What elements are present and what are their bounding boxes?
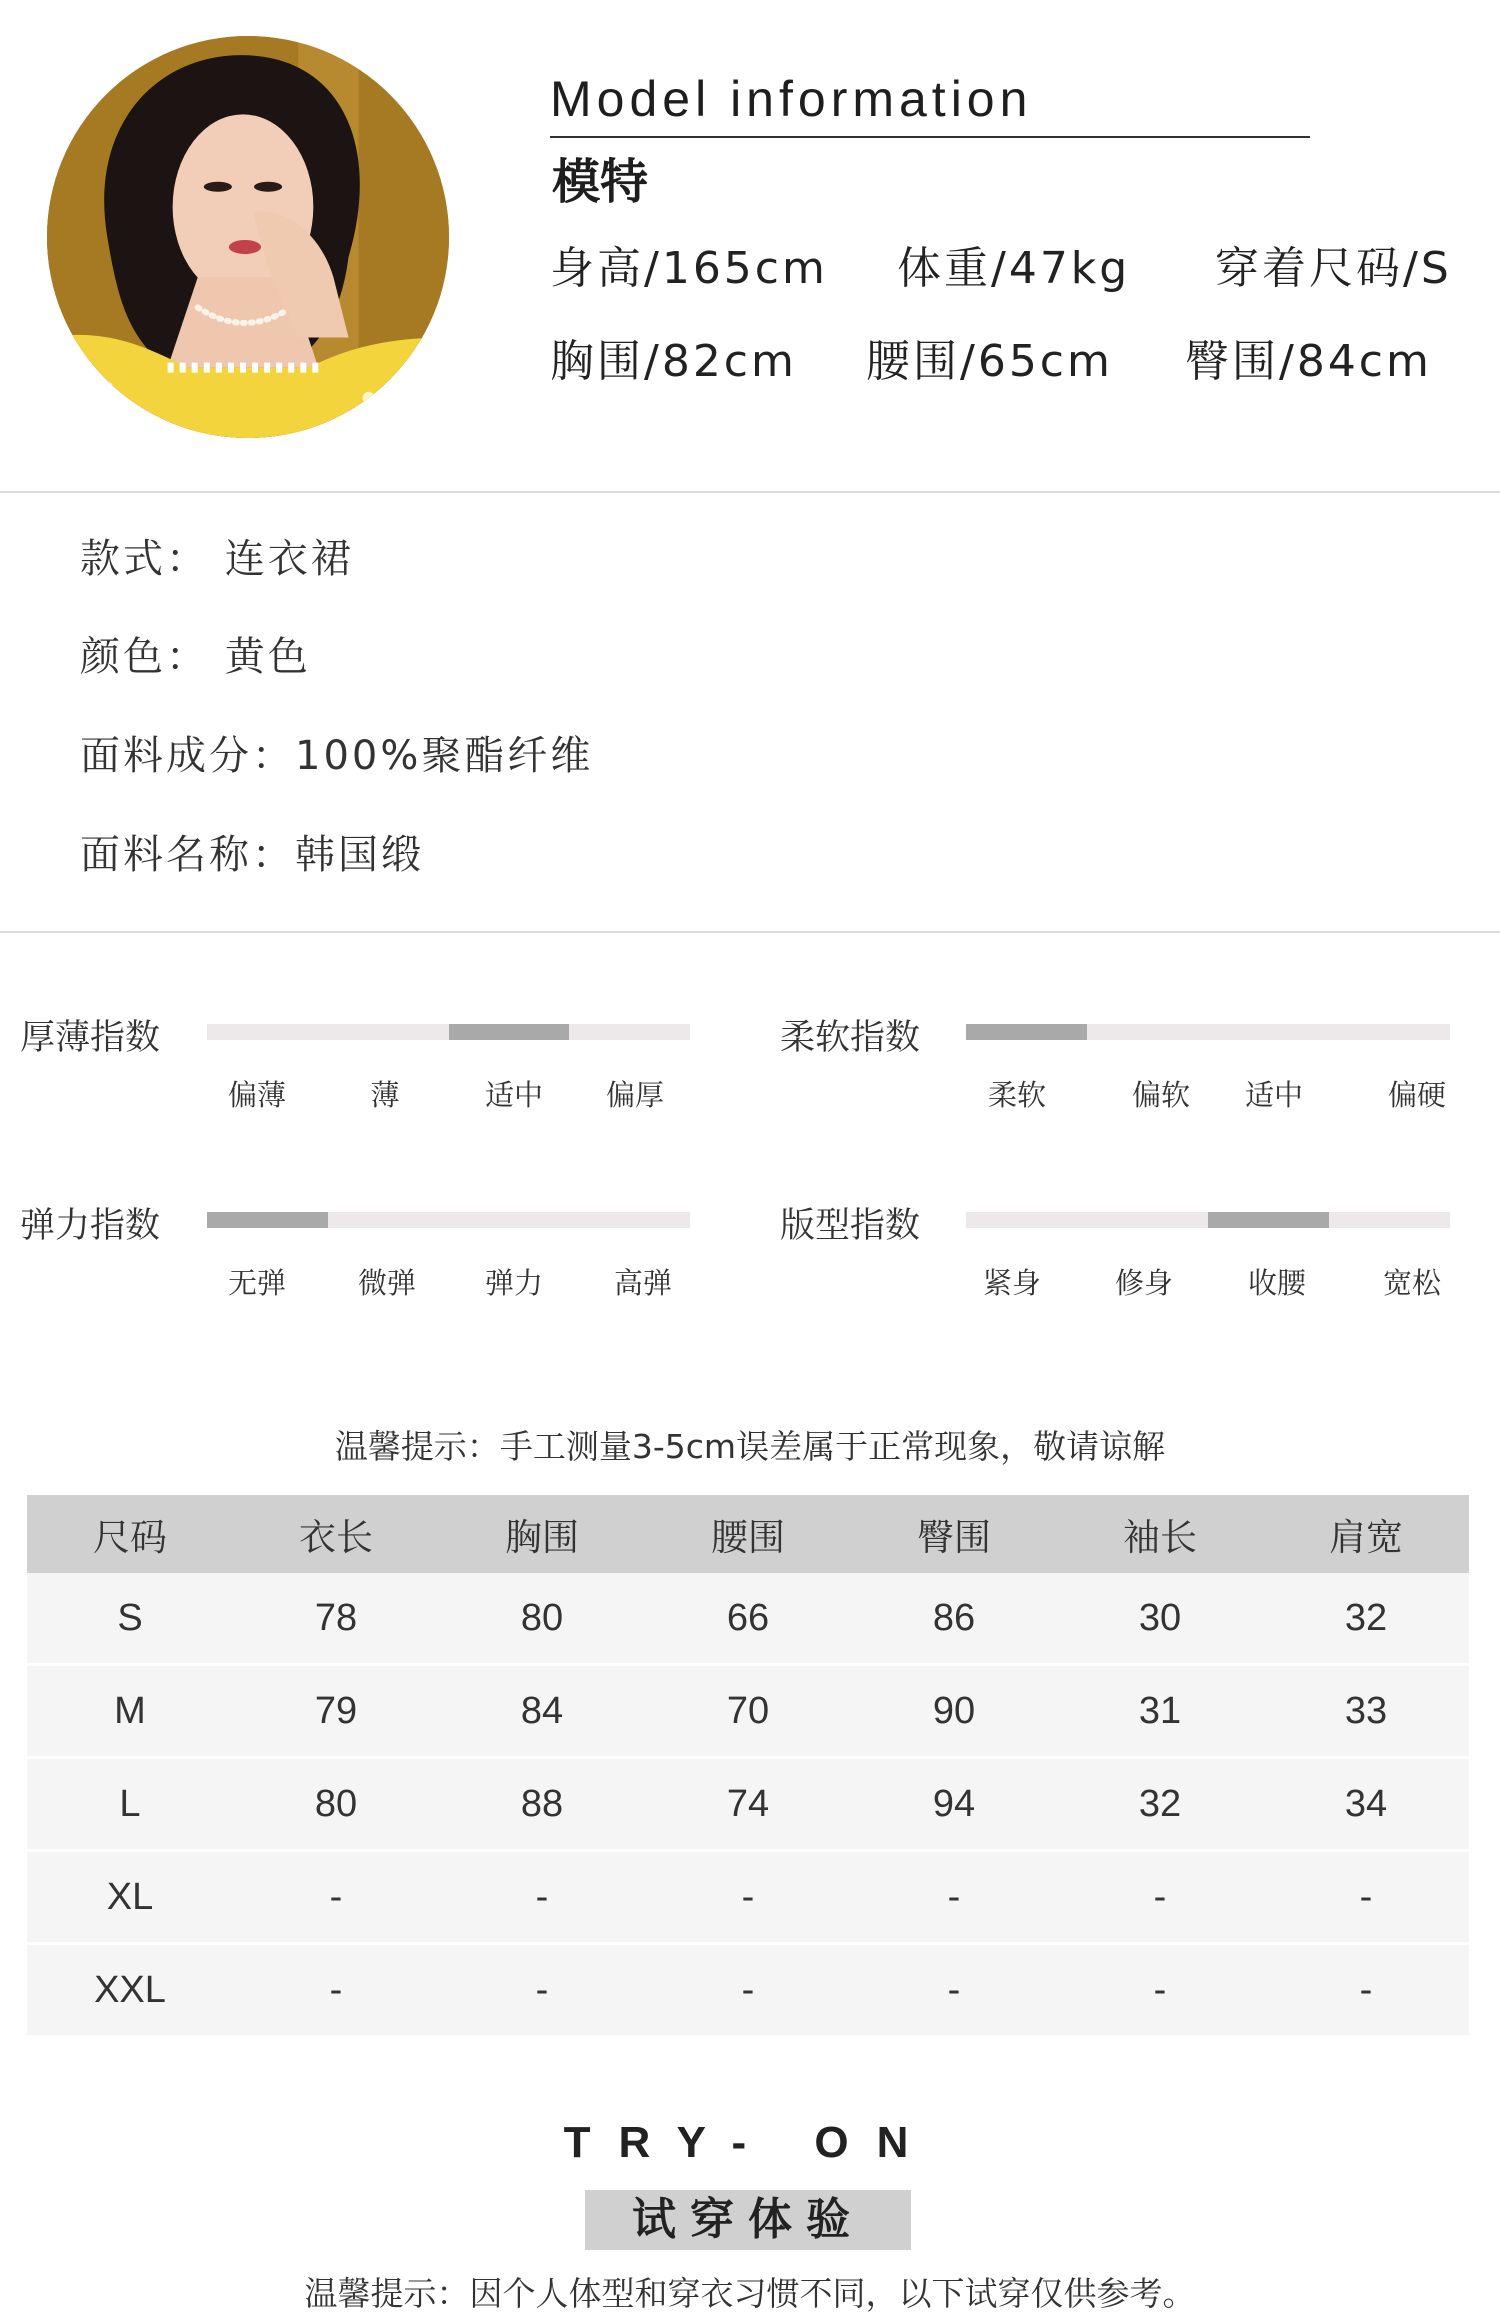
table-row	[27, 1573, 1469, 1665]
index-bar-fit	[966, 1212, 1450, 1228]
index-label-elasticity: 弹力指数	[20, 1206, 161, 1246]
table-cell: 31	[1057, 1665, 1263, 1758]
table-cell: -	[439, 1944, 645, 2037]
index-option: 偏软	[1131, 1078, 1191, 1112]
size-table-note: 温馨提示：手工测量3-5cm误差属于正常现象，敬请谅解	[334, 1427, 1166, 1466]
table-cell: 84	[439, 1665, 645, 1758]
column-header: 胸围	[439, 1495, 645, 1573]
index-selected-fill	[1208, 1212, 1329, 1228]
table-cell: M	[27, 1665, 233, 1758]
table-cell: 34	[1263, 1758, 1469, 1851]
model-bust: 胸围/82cm	[550, 336, 797, 387]
table-cell: XL	[27, 1851, 233, 1944]
index-selected-fill	[966, 1024, 1087, 1040]
table-cell: L	[27, 1758, 233, 1851]
table-cell: -	[645, 1851, 851, 1944]
table-cell: 30	[1057, 1573, 1263, 1665]
index-label-fit: 版型指数	[780, 1206, 921, 1246]
index-option: 紧身	[982, 1266, 1042, 1300]
table-cell: 90	[851, 1665, 1057, 1758]
tryon-subtitle: 试穿体验	[585, 2190, 911, 2250]
product-composition: 面料成分：100%聚酯纤维	[80, 733, 594, 779]
index-option: 收腰	[1247, 1266, 1307, 1300]
title-underline	[550, 136, 1310, 138]
index-option: 偏薄	[227, 1078, 287, 1112]
index-option: 微弹	[357, 1266, 417, 1300]
table-cell: 88	[439, 1758, 645, 1851]
table-cell: XXL	[27, 1944, 233, 2037]
table-cell: 78	[233, 1573, 439, 1665]
table-row	[27, 1851, 1469, 1944]
column-header: 腰围	[645, 1495, 851, 1573]
table-cell: 33	[1263, 1665, 1469, 1758]
index-selected-fill	[449, 1024, 570, 1040]
table-cell: -	[233, 1851, 439, 1944]
index-bar-thickness	[207, 1024, 690, 1040]
table-cell: 70	[645, 1665, 851, 1758]
table-cell: -	[439, 1851, 645, 1944]
index-option: 柔软	[987, 1078, 1047, 1112]
index-option: 弹力	[484, 1266, 544, 1300]
product-fabric-name: 面料名称：韩国缎	[80, 832, 424, 878]
model-info-title: Model information	[550, 71, 1033, 127]
table-cell: -	[233, 1944, 439, 2037]
table-cell: 80	[233, 1758, 439, 1851]
table-row	[27, 1944, 1469, 2037]
index-option: 高弹	[613, 1266, 673, 1300]
product-style: 款式： 连衣裙	[80, 536, 354, 582]
tryon-note: 温馨提示：因个人体型和穿衣习惯不同，以下试穿仅供参考。	[304, 2274, 1196, 2313]
model-photo	[47, 36, 449, 438]
table-cell: -	[851, 1944, 1057, 2037]
table-header-row	[27, 1495, 1469, 1573]
index-option: 适中	[484, 1078, 544, 1112]
index-option: 宽松	[1382, 1266, 1442, 1300]
table-cell: 79	[233, 1665, 439, 1758]
column-header: 尺码	[27, 1495, 233, 1573]
model-portrait-image	[47, 36, 449, 438]
tryon-title: TRY- ON	[563, 2118, 937, 2167]
table-cell: -	[645, 1944, 851, 2037]
index-bar-softness	[966, 1024, 1450, 1040]
table-cell: 66	[645, 1573, 851, 1665]
index-option: 偏硬	[1387, 1078, 1447, 1112]
table-cell: 86	[851, 1573, 1057, 1665]
model-info-subtitle: 模特	[552, 154, 649, 210]
table-cell: -	[1263, 1944, 1469, 2037]
model-hip: 臀围/84cm	[1185, 336, 1432, 387]
table-cell: 32	[1263, 1573, 1469, 1665]
table-cell: 94	[851, 1758, 1057, 1851]
index-label-thickness: 厚薄指数	[20, 1018, 161, 1058]
index-option: 修身	[1114, 1266, 1174, 1300]
model-waist: 腰围/65cm	[866, 336, 1113, 387]
column-header: 肩宽	[1263, 1495, 1469, 1573]
table-cell: S	[27, 1573, 233, 1665]
divider	[0, 491, 1500, 493]
model-size: 穿着尺码/S	[1215, 243, 1452, 294]
table-cell: -	[851, 1851, 1057, 1944]
table-row	[27, 1665, 1469, 1758]
index-selected-fill	[207, 1212, 328, 1228]
column-header: 袖长	[1057, 1495, 1263, 1573]
table-cell: -	[1263, 1851, 1469, 1944]
table-cell: -	[1057, 1944, 1263, 2037]
index-option: 适中	[1244, 1078, 1304, 1112]
index-option: 偏厚	[605, 1078, 665, 1112]
table-cell: 32	[1057, 1758, 1263, 1851]
column-header: 臀围	[851, 1495, 1057, 1573]
index-label-softness: 柔软指数	[780, 1018, 921, 1058]
index-option: 薄	[370, 1078, 400, 1112]
size-table	[27, 1495, 1469, 2038]
table-cell: 80	[439, 1573, 645, 1665]
table-row	[27, 1758, 1469, 1851]
table-cell: 74	[645, 1758, 851, 1851]
index-bar-elasticity	[207, 1212, 690, 1228]
column-header: 衣长	[233, 1495, 439, 1573]
index-option: 无弹	[227, 1266, 287, 1300]
table-cell: -	[1057, 1851, 1263, 1944]
model-weight: 体重/47kg	[897, 243, 1131, 294]
divider	[0, 931, 1500, 933]
product-color: 颜色： 黄色	[80, 634, 311, 680]
model-height: 身高/165cm	[550, 243, 828, 294]
